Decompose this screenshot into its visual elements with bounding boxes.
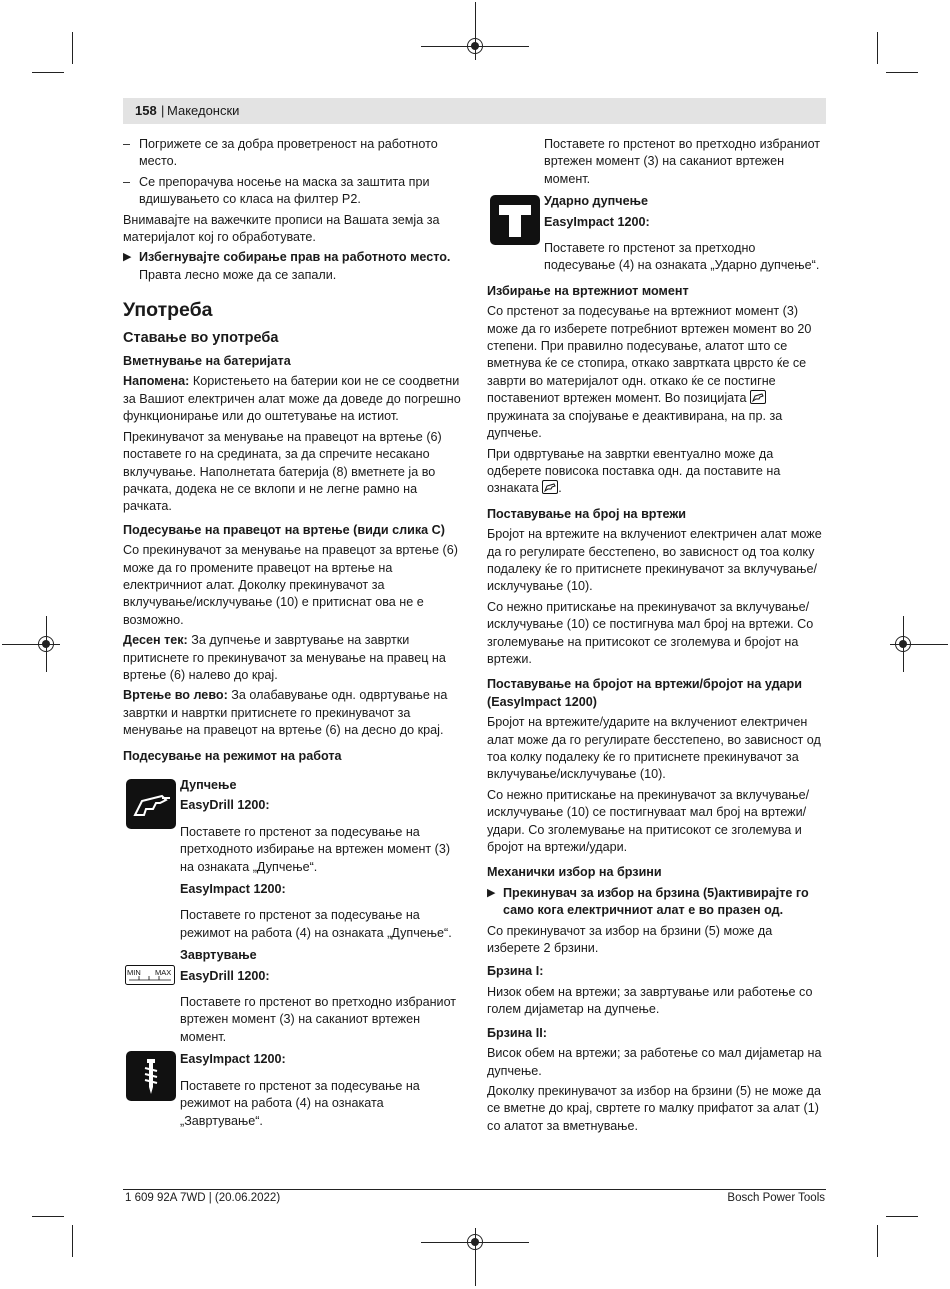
topic-heading: Поставување на бројот на вртежи/бројот на удари (EasyImpact 1200) bbox=[487, 677, 802, 709]
paragraph: При одвртување на завртки евентуално може да одберете повисока поставка одн. да поставите на ознаката . bbox=[487, 446, 781, 496]
list-item: – Се препорачува носење на маска за заштита при вдишувањето со класа на филтер P2. bbox=[123, 174, 430, 207]
topic-heading: Брзина II: bbox=[487, 1025, 547, 1040]
crop-mark bbox=[877, 32, 878, 64]
registration-target-icon bbox=[467, 38, 483, 54]
crop-mark bbox=[32, 72, 64, 73]
topic-heading: Подесување на режимот на работа bbox=[123, 748, 342, 763]
page-language: Македонски bbox=[167, 103, 240, 118]
crop-mark bbox=[32, 1216, 64, 1217]
mode-impact: Ударно дупчење EasyImpact 1200: Поставете го прстенот за претходно подесување (4) на ознаката „Ударно дупчење“. bbox=[487, 193, 825, 275]
footer-brand: Bosch Power Tools bbox=[727, 1192, 825, 1204]
arrow-icon: ▶ bbox=[123, 251, 132, 264]
mode-drill: Дупчење EasyDrill 1200: Поставете го прстенот за подесување на претходното избирање на вртежен момент (3) на ознаката „Дупчење“. EasyImpact 1200: Поставете го прстенот за подесување на режимот на работа (4) на ознаката „Дупчење“. bbox=[123, 777, 461, 942]
paragraph: Низок обем на вртежи; за завртување или работење со голем дијаметар на дупчење. bbox=[487, 984, 813, 1017]
mode-screw-impact: EasyImpact 1200: Поставете го прстенот за подесување на режимот на работа (4) на ознаката „Завртување“. bbox=[123, 1051, 461, 1130]
svg-text:MAX: MAX bbox=[155, 968, 172, 978]
svg-text:MIN: MIN bbox=[127, 968, 141, 978]
crop-mark bbox=[877, 1225, 878, 1257]
drill-position-icon bbox=[542, 480, 558, 494]
torque-min-max-icon bbox=[125, 965, 175, 990]
crop-mark bbox=[72, 32, 73, 64]
page-number: 158 bbox=[135, 103, 157, 118]
paragraph: Вртење во лево: За олабавување одн. одвртување на завртки и навртки притиснете го прекинувачот за менување на правецот на вртење (6) на десно до крај. bbox=[123, 688, 448, 738]
registration-target-icon bbox=[895, 636, 911, 652]
page-header bbox=[123, 98, 826, 124]
warning-item: ▶ Избегнувајте собирање прав на работното место. Правта лесно може да се запали. bbox=[123, 250, 451, 282]
registration-target-icon bbox=[38, 636, 54, 652]
paragraph: Со нежно притискање на прекинувачот за вклучување/исклучување (10) се постигнуваат мал број на вртежи/удари. Со зголемување на притисокот се зголемува и бројот на вртежи/удари. bbox=[487, 787, 810, 855]
paragraph: Внимавајте на важечките прописи на Вашата земја за материјалот кој го обработувате. bbox=[123, 212, 440, 245]
paragraph: Со прекинувачот за избор на брзини (5) може да изберете 2 брзини. bbox=[487, 923, 773, 956]
right-column bbox=[487, 136, 825, 1138]
crop-mark bbox=[72, 1225, 73, 1257]
footer-doc-number: 1 609 92A 7WD | (20.06.2022) bbox=[125, 1192, 281, 1204]
topic-heading: Брзина I: bbox=[487, 964, 544, 979]
header-separator: | bbox=[161, 103, 165, 118]
left-column bbox=[123, 136, 461, 1135]
arrow-icon: ▶ bbox=[487, 886, 496, 899]
paragraph: Со прстенот за подесување на вртежниот момент (3) може да го изберете потребниот вртежен момент во 20 степени. При правилно подесување, алатот што се вметнува ќе се стопира, откако завртката цврсто ќе се заврти во материјалот одн. откако ќе се постигне поставениот вртежен момент. Во позицијата пружината за спојување е деактивирана, на пр. за дупчење. bbox=[487, 304, 812, 441]
topic-heading: Механички избор на брзини bbox=[487, 865, 662, 880]
paragraph: Доколку прекинувачот за избор на брзини (5) не може да се вметне до крај, свртете го малку прифатот за алат (1) со алатот за вметнување. bbox=[487, 1083, 821, 1133]
paragraph: Со прекинувачот за менување на правецот за вртење (6) може да го промените правецот на вртење на електричниот алат. Доколку прекинувачот за вклучување/исклучување (10) е притиснат ова не е возможно. bbox=[123, 543, 458, 627]
warning-item: ▶ Прекинувач за избор на брзина (5)активирајте го само кога електричниот алат е во празен од. bbox=[487, 885, 809, 918]
list-item: – Погрижете се за добра проветреност на работното место. bbox=[123, 137, 438, 169]
crop-mark bbox=[886, 1216, 918, 1217]
paragraph: Висок обем на вртежи; за работење со мал дијаметар на дупчење. bbox=[487, 1046, 822, 1078]
hammer-icon bbox=[490, 195, 540, 250]
mode-screw: MIN MAX Завртување EasyDrill 1200: Поставете го прстенот во претходно избраниот вртежен момент (3) на саканиот вртежен момент. bbox=[127, 948, 457, 1044]
crop-mark bbox=[886, 72, 918, 73]
screw-icon bbox=[126, 1051, 176, 1106]
paragraph: Бројот на вртежите/ударите на вклучениот електричен алат може да го регулирате бесстепено, во зависност од тоа колку подалеку ќе го притиснете прекинувачот за вклучување/исклучување (10). bbox=[487, 715, 821, 782]
topic-heading: Подесување на правецот на вртење (види слика C) bbox=[123, 522, 445, 537]
mode-screw-continued: Поставете го прстенот во претходно избраниот вртежен момент (3) на саканиот вртежен момент. bbox=[544, 137, 821, 186]
paragraph: Десен тек: За дупчење и завртување на завртки притиснете го прекинувачот за менување на правец на вртење (6) налево до крај. bbox=[123, 633, 446, 682]
paragraph: Прекинувачот за менување на правецот на вртење (6) поставете го на средината, за да спречите несакано вклучување. Наполнетата батерија (8) вметнете ја во рачката, додека не се вклопи и не легне рамно на рачката. bbox=[123, 429, 442, 514]
section-heading: Употреба bbox=[123, 299, 213, 322]
drill-icon bbox=[126, 779, 176, 834]
topic-heading: Вметнување на батеријата bbox=[123, 354, 291, 369]
paragraph: Бројот на вртежите на вклучениот електричен алат може да го регулирате бесстепено, во зависност од тоа колку подалеку ќе го притиснете прекинувачот за вклучување/исклучување (10). bbox=[487, 527, 822, 594]
footer-divider bbox=[123, 1189, 826, 1190]
topic-heading: Избирање на вртежниот момент bbox=[487, 283, 689, 298]
drill-position-icon bbox=[750, 390, 766, 404]
topic-heading: Поставување на број на вртежи bbox=[487, 506, 687, 521]
registration-target-icon bbox=[467, 1234, 483, 1250]
subsection-heading: Ставање во употреба bbox=[123, 329, 279, 346]
paragraph: Со нежно притискање на прекинувачот за вклучување/исклучување (10) се постигнува мал број на вртежи. Со зголемување на притисокот се зголемува и бројот на вртежи. bbox=[487, 599, 814, 666]
paragraph: Напомена: Користењето на батерии кои не се соодветни за Вашиот електричен алат може да доведе до погрешно функционирање или до оштетување на истиот. bbox=[123, 374, 461, 424]
